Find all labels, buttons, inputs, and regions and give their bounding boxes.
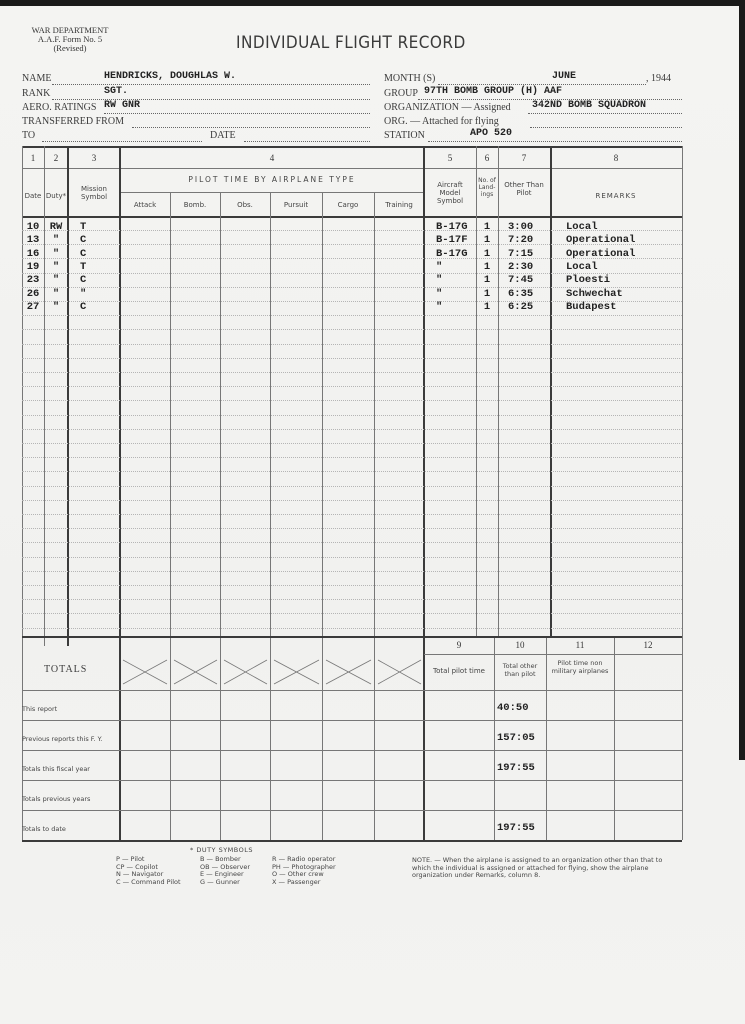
transferred-line — [132, 127, 370, 128]
totals-number-divider — [424, 654, 682, 655]
group-label: GROUP — [384, 88, 418, 99]
ruled-line — [22, 457, 682, 458]
entry-landings: 1 — [483, 248, 491, 260]
totals-non-military-header: Pilot time non military airplanes — [551, 659, 609, 675]
totals-row-value: 157:05 — [497, 732, 535, 744]
header-landings: No. of Land-ings — [478, 177, 496, 198]
duty-symbol-entry: G — Gunner — [200, 877, 240, 886]
col-number-5: 5 — [447, 153, 453, 163]
group-value: 97TH BOMB GROUP (H) AAF — [424, 86, 563, 97]
entry-mission: " — [80, 288, 87, 300]
entry-aircraft: B-17G — [436, 248, 468, 260]
month-value: JUNE — [552, 71, 577, 82]
header-pilot-time: PILOT TIME BY AIRPLANE TYPE — [188, 175, 356, 184]
ruled-line — [22, 372, 682, 373]
ruled-line — [22, 329, 682, 330]
entry-remarks: Ploesti — [566, 274, 611, 286]
entry-mission: C — [80, 274, 87, 286]
entry-aircraft: " — [436, 288, 443, 300]
duty-symbol-entry: C — Command Pilot — [116, 877, 181, 886]
scan-border-right — [739, 0, 745, 760]
attached-label: ORG. — Attached for flying — [384, 116, 499, 127]
ruled-line — [22, 486, 682, 487]
ruled-line — [22, 443, 682, 444]
entry-time: 7:15 — [508, 248, 534, 260]
ruled-line — [22, 315, 682, 316]
entry-date: 23 — [26, 274, 40, 286]
col-divider-4c — [270, 192, 271, 840]
col-divider-4a — [170, 192, 171, 840]
entry-landings: 1 — [483, 301, 491, 313]
ruled-line — [22, 386, 682, 387]
totals-other-header: Total other than pilot — [502, 662, 538, 678]
year-value: , 1944 — [646, 73, 671, 84]
ruled-line — [22, 599, 682, 600]
entry-landings: 1 — [483, 288, 491, 300]
header-other: Other Than Pilot — [504, 181, 544, 197]
totals-row-value: 197:55 — [497, 762, 535, 774]
header-attack: Attack — [133, 201, 157, 209]
entry-aircraft: " — [436, 274, 443, 286]
header-pursuit: Pursuit — [283, 201, 309, 209]
col-number-8: 8 — [613, 153, 619, 163]
col-number-3: 3 — [91, 153, 97, 163]
totals-row-label: Totals this fiscal year — [22, 765, 90, 773]
col-divider-4d — [322, 192, 323, 840]
entry-time: 7:20 — [508, 234, 534, 246]
entry-duty: " — [52, 234, 60, 246]
header-mission: Mission Symbol — [80, 185, 108, 201]
duty-symbol-entry: CP — Copilot — [116, 862, 158, 871]
col-divider-7 — [498, 146, 499, 636]
rank-label: RANK — [22, 88, 51, 99]
header-training: Training — [385, 201, 413, 209]
header-aircraft: Aircraft Model Symbol — [436, 181, 464, 205]
entry-date: 13 — [26, 234, 40, 246]
entry-time: 7:45 — [508, 274, 534, 286]
station-value: APO 520 — [470, 128, 513, 139]
station-line — [428, 141, 682, 142]
entry-remarks: Local — [566, 221, 598, 233]
scan-border-top — [0, 0, 745, 6]
duty-symbol-entry: E — Engineer — [200, 870, 244, 878]
entry-time: 3:00 — [508, 221, 534, 233]
dept-line-1: WAR DEPARTMENT — [31, 25, 109, 35]
duty-symbols-title: * DUTY SYMBOLS — [190, 846, 253, 854]
org-label: ORGANIZATION — Assigned — [384, 102, 511, 113]
column-number-divider — [22, 168, 682, 169]
totals-row-label: Totals previous years — [22, 795, 91, 803]
table-bottom-border — [22, 840, 682, 842]
ruled-line — [22, 400, 682, 401]
col-number-10: 10 — [515, 640, 525, 650]
entry-date: 26 — [26, 288, 40, 300]
entry-date: 19 — [26, 261, 40, 273]
header-cargo: Cargo — [337, 201, 359, 209]
entry-mission: C — [80, 248, 87, 260]
entry-landings: 1 — [483, 261, 491, 273]
entry-date: 27 — [26, 301, 40, 313]
entry-date: 10 — [26, 221, 40, 233]
col-divider-6 — [476, 146, 477, 636]
entry-duty: " — [52, 261, 60, 273]
entry-date: 16 — [26, 248, 40, 260]
header-bottom-border — [22, 216, 682, 218]
date-label: DATE — [210, 130, 236, 141]
totals-row-line — [22, 690, 682, 691]
totals-row-line — [22, 750, 682, 751]
org-value: 342ND BOMB SQUADRON — [532, 100, 647, 111]
duty-symbol-entry: X — Passenger — [272, 877, 321, 886]
entry-duty: " — [52, 301, 60, 313]
col-divider-5 — [423, 146, 425, 840]
col-divider-4e — [374, 192, 375, 840]
entry-time: 2:30 — [508, 261, 534, 273]
month-label: MONTH (S) — [384, 73, 436, 84]
totals-row-value: 40:50 — [497, 702, 529, 714]
ruled-line — [22, 429, 682, 430]
entry-remarks: Operational — [566, 248, 636, 260]
ruled-line — [22, 585, 682, 586]
dept-line-3: (Revised) — [53, 43, 87, 53]
col-number-4: 4 — [269, 153, 275, 163]
col-divider-3 — [119, 146, 121, 840]
to-line — [42, 141, 202, 142]
table-top-border — [22, 146, 682, 148]
ruled-line — [22, 542, 682, 543]
rank-value: SGT. — [104, 86, 129, 97]
totals-row-label: This report — [22, 705, 58, 713]
entry-mission: T — [80, 261, 87, 273]
totals-top-border — [22, 636, 682, 638]
attached-line — [530, 127, 682, 128]
entry-remarks: Operational — [566, 234, 636, 246]
ruled-line — [22, 528, 682, 529]
transferred-label: TRANSFERRED FROM — [22, 116, 124, 127]
month-line — [438, 84, 646, 85]
ruled-line — [22, 358, 682, 359]
table-right-border — [682, 146, 683, 840]
col-number-11: 11 — [575, 640, 585, 650]
ratings-value: RW GNR — [104, 100, 141, 111]
header-obs: Obs. — [237, 201, 253, 209]
entry-mission: T — [80, 221, 87, 233]
entry-remarks: Budapest — [566, 301, 617, 313]
totals-row-line — [22, 780, 682, 781]
ruled-line — [22, 514, 682, 515]
department-stamp — [22, 26, 118, 53]
ruled-line — [22, 571, 682, 572]
totals-row-line — [22, 810, 682, 811]
totals-label: TOTALS — [44, 664, 88, 675]
name-line — [52, 84, 370, 85]
entry-mission: C — [80, 301, 87, 313]
date-line — [244, 141, 370, 142]
name-value: HENDRICKS, DOUGHLAS W. — [104, 71, 237, 82]
dept-line-2: A.A.F. Form No. 5 — [37, 34, 103, 44]
entry-duty: " — [52, 274, 60, 286]
note-text: NOTE. — When the airplane is assigned to an organization other than that to which the individual is assigned or attached for flying, show the airplane organization under Remarks, column 8. — [412, 856, 663, 879]
org-line — [528, 113, 682, 114]
col-number-7: 7 — [521, 153, 527, 163]
entry-aircraft: " — [436, 301, 443, 313]
col-number-12: 12 — [643, 640, 653, 650]
ratings-line — [104, 113, 370, 114]
header-remarks: REMARKS — [595, 192, 637, 200]
page-title: INDIVIDUAL FLIGHT RECORD — [236, 33, 466, 53]
entry-aircraft: B-17F — [436, 234, 468, 246]
ruled-line — [22, 613, 682, 614]
totals-row-line — [22, 720, 682, 721]
entry-duty: " — [52, 288, 60, 300]
rank-line — [52, 99, 370, 100]
entry-time: 6:35 — [508, 288, 534, 300]
entry-mission: C — [80, 234, 87, 246]
duty-symbol-entry: PH — Photographer — [272, 862, 336, 871]
totals-row-label: Previous reports this F. Y. — [22, 735, 103, 743]
col-number-6: 6 — [484, 153, 490, 163]
col-number-1: 1 — [30, 153, 36, 163]
entry-duty: " — [52, 248, 60, 260]
duty-symbol-entry: B — Bomber — [200, 855, 241, 863]
header-bomb: Bomb. — [183, 201, 207, 209]
entry-landings: 1 — [483, 274, 491, 286]
entry-aircraft: B-17G — [436, 221, 468, 233]
station-label: STATION — [384, 130, 425, 141]
duty-symbol-entry: OB — Observer — [200, 862, 251, 871]
pilot-time-subdivider — [120, 192, 424, 193]
crossed-out-cells — [119, 656, 424, 688]
totals-row-value: 197:55 — [497, 822, 535, 834]
col-divider-8 — [550, 146, 552, 636]
ruled-line — [22, 344, 682, 345]
duty-symbol-entry: N — Navigator — [116, 870, 164, 878]
col-divider-4b — [220, 192, 221, 840]
totals-pilot-time-header: Total pilot time — [433, 667, 485, 675]
col-number-2: 2 — [53, 153, 59, 163]
ratings-label: AERO. RATINGS — [22, 102, 97, 113]
totals-row-label: Totals to date — [22, 825, 66, 833]
duty-symbol-entry: P — Pilot — [116, 855, 145, 863]
entry-time: 6:25 — [508, 301, 534, 313]
entry-aircraft: " — [436, 261, 443, 273]
to-label: TO — [22, 130, 36, 141]
duty-symbol-entry: R — Radio operator — [272, 855, 336, 863]
header-date: Date — [24, 192, 42, 200]
entry-remarks: Local — [566, 261, 598, 273]
entry-remarks: Schwechat — [566, 288, 623, 300]
ruled-line — [22, 471, 682, 472]
ruled-line — [22, 415, 682, 416]
duty-symbol-entry: O — Other crew — [272, 870, 324, 878]
entry-landings: 1 — [483, 221, 491, 233]
entry-landings: 1 — [483, 234, 491, 246]
ruled-line — [22, 628, 682, 629]
ruled-line — [22, 500, 682, 501]
entry-duty: RW — [49, 221, 63, 233]
col-number-9: 9 — [456, 640, 462, 650]
name-label: NAME — [22, 73, 52, 84]
ruled-line — [22, 557, 682, 558]
header-duty: Duty* — [45, 192, 67, 200]
